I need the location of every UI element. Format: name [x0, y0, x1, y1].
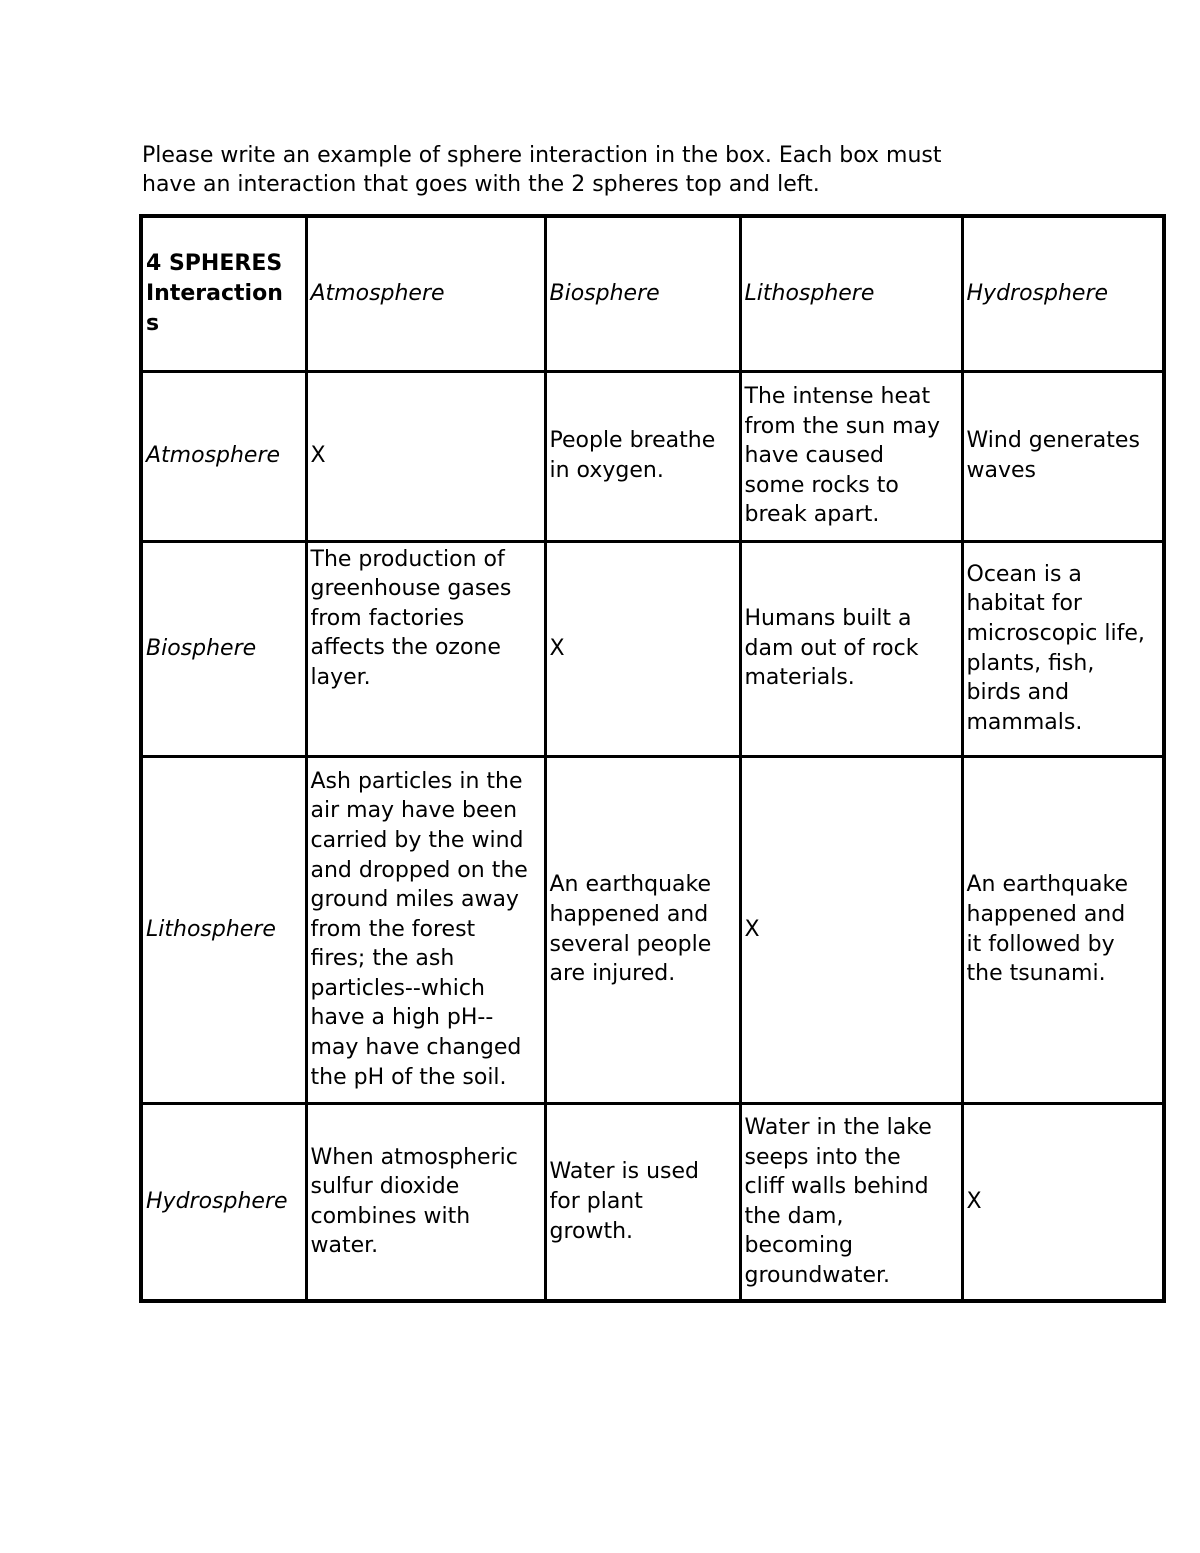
cell-text-line: happened and [549, 901, 709, 927]
x-mark: X [744, 916, 760, 942]
cell-text-line: for plant [549, 1188, 643, 1214]
cell-hydrosphere-lithosphere [740, 1103, 962, 1301]
cell-text-line: Ash particles in the [310, 768, 523, 794]
cell-text-line: plants, fish, [966, 650, 1095, 676]
row-hydrosphere [141, 1103, 1164, 1301]
cell-text-line: from factories [310, 605, 465, 631]
instructions [142, 141, 1042, 199]
cell-text-line: growth. [549, 1218, 634, 1244]
cell-hydrosphere-hydrosphere [962, 1103, 1164, 1301]
cell-text-line: An earthquake [966, 872, 1128, 898]
cell-text-line: from the sun may [744, 413, 941, 439]
row-header-label: Lithosphere [146, 916, 276, 942]
cell-hydrosphere-atmosphere [306, 1103, 545, 1301]
cell-text-line: water. [310, 1233, 379, 1259]
cell-text-line: have caused [744, 443, 884, 469]
row-header-label: Atmosphere [146, 443, 281, 469]
cell-atmosphere-lithosphere [740, 371, 962, 541]
cell-text-line: The intense heat [744, 384, 931, 410]
row-header-biosphere [141, 541, 306, 756]
cell-text-line: cliff walls behind [744, 1174, 929, 1200]
row-atmosphere [141, 371, 1164, 541]
cell-text-line: groundwater. [744, 1262, 890, 1288]
column-header-atmosphere [306, 216, 545, 371]
cell-biosphere-biosphere [545, 541, 740, 756]
cell-text-line: habitat for [966, 591, 1082, 617]
cell-text-line: An earthquake [549, 872, 711, 898]
cell-text-line: waves [966, 458, 1036, 483]
cell-hydrosphere-biosphere [545, 1103, 740, 1301]
corner-header-line-2: Interaction [146, 280, 283, 306]
cell-text-line: becoming [744, 1233, 854, 1259]
cell-text-line: sulfur dioxide [310, 1174, 460, 1200]
cell-text-line: When atmospheric [310, 1144, 518, 1170]
cell-text-line: the pH of the soil. [310, 1064, 507, 1090]
header-row [141, 216, 1164, 371]
column-header-hydrosphere [962, 216, 1164, 371]
column-header-label: Atmosphere [310, 280, 445, 306]
cell-atmosphere-hydrosphere [962, 371, 1164, 541]
cell-atmosphere-atmosphere [306, 371, 545, 541]
cell-text-line: may have changed [310, 1035, 522, 1061]
cell-text-line: birds and [966, 680, 1070, 706]
row-biosphere [141, 541, 1164, 756]
cell-text-line: materials. [744, 665, 855, 691]
row-header-atmosphere [141, 371, 306, 541]
cell-text-line: microscopic life, [966, 620, 1145, 646]
cell-text-line: Water is used [549, 1159, 699, 1185]
cell-text-line: ground miles away [310, 887, 519, 913]
cell-text-line: particles--which [310, 975, 485, 1001]
corner-header-line-1: 4 SPHERES [146, 251, 283, 277]
row-lithosphere [141, 756, 1164, 1103]
cell-text-line: several people [549, 931, 712, 957]
cell-biosphere-lithosphere [740, 541, 962, 756]
cell-text-line: the dam, [744, 1203, 844, 1229]
cell-text-line: carried by the wind [310, 827, 524, 853]
row-header-label: Biosphere [146, 635, 257, 661]
cell-text-line: and dropped on the [310, 857, 528, 883]
x-mark: X [966, 1188, 982, 1214]
row-header-lithosphere [141, 756, 306, 1103]
cell-text-line: Humans built a [744, 606, 912, 632]
x-mark: X [549, 635, 565, 661]
column-header-label: Biosphere [549, 280, 660, 306]
cell-text-line: Ocean is a [966, 561, 1082, 587]
cell-lithosphere-atmosphere [306, 756, 545, 1103]
cell-text-line: dam out of rock [744, 635, 919, 661]
cell-text-line: mammals. [966, 709, 1083, 735]
instructions-line-2: have an interaction that goes with the 2 spheres top and left. [142, 172, 820, 197]
cell-text-line: combines with [310, 1203, 471, 1229]
cell-text-line: Water in the lake [744, 1114, 932, 1140]
sphere-interaction-table [139, 214, 1166, 1303]
corner-header-line-3: s [146, 310, 160, 336]
cell-text-line: from the forest [310, 916, 476, 942]
corner-header-cell [141, 216, 306, 371]
cell-lithosphere-lithosphere [740, 756, 962, 1103]
cell-text-line: some rocks to [744, 472, 899, 498]
cell-text-line: People breathe [549, 428, 716, 454]
cell-text-line: the tsunami. [966, 961, 1106, 987]
x-mark: X [310, 443, 326, 469]
column-header-label: Lithosphere [744, 280, 875, 306]
cell-biosphere-hydrosphere [962, 541, 1164, 756]
cell-lithosphere-hydrosphere [962, 756, 1164, 1103]
cell-text-line: are injured. [549, 961, 676, 987]
cell-text-line: Wind generates [966, 428, 1140, 454]
cell-biosphere-atmosphere [306, 541, 545, 756]
cell-text-line: affects the ozone [310, 635, 501, 661]
column-header-biosphere [545, 216, 740, 371]
cell-text-line: fires; the ash [310, 946, 455, 972]
cell-text-line: break apart. [744, 502, 880, 528]
cell-text-line: happened and [966, 901, 1126, 927]
column-header-lithosphere [740, 216, 962, 371]
cell-lithosphere-biosphere [545, 756, 740, 1103]
cell-text-line: it followed by [966, 931, 1115, 957]
cell-atmosphere-biosphere [545, 371, 740, 541]
row-header-label: Hydrosphere [146, 1188, 288, 1214]
cell-text-line: layer. [310, 664, 371, 690]
cell-text-line: seeps into the [744, 1144, 901, 1170]
cell-text-line: have a high pH-- [310, 1005, 494, 1031]
cell-text-line: The production of [310, 546, 505, 572]
row-header-hydrosphere [141, 1103, 306, 1301]
cell-text-line: in oxygen. [549, 458, 664, 483]
cell-text-line: air may have been [310, 798, 518, 824]
column-header-label: Hydrosphere [966, 280, 1109, 306]
cell-text-line: greenhouse gases [310, 576, 512, 602]
instructions-line-1: Please write an example of sphere interaction in the box. Each box must [142, 143, 942, 168]
